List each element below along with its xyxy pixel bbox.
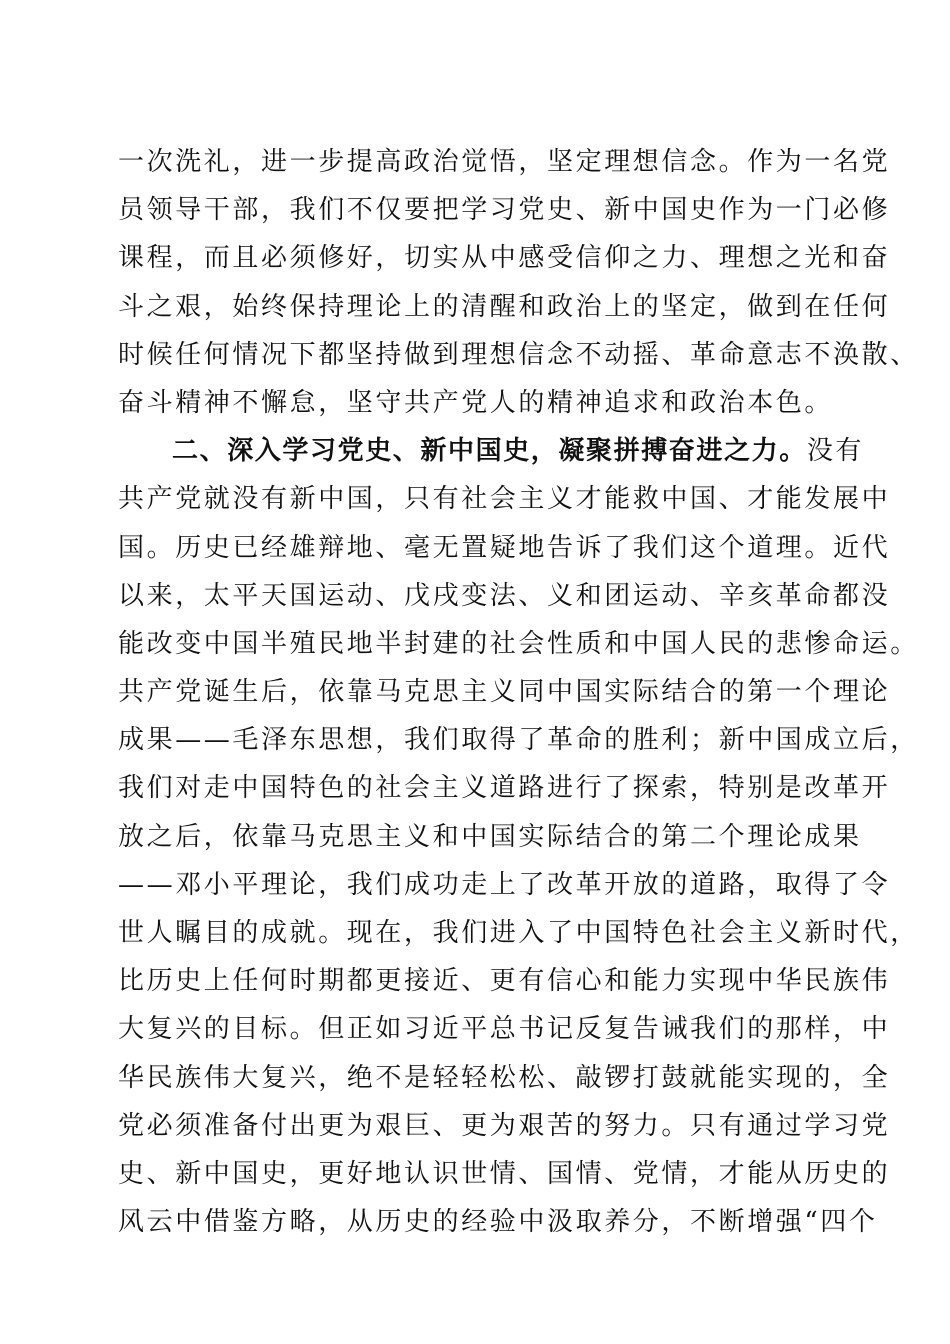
- body-line: 放之后，依靠马克思主义和中国实际结合的第二个理论成果: [118, 821, 862, 852]
- body-line: 能改变中国半殖民地半封建的社会性质和中国人民的悲惨命运。: [118, 628, 919, 659]
- body-line: 大复兴的目标。但正如习近平总书记反复告诫我们的那样，中: [118, 1014, 891, 1045]
- section-heading: 二、深入学习党史、新中国史，凝聚拼搏奋进之力。: [172, 436, 807, 467]
- body-line: 史、新中国史，更好地认识世情、国情、党情，才能从历史的: [118, 1158, 891, 1189]
- body-line: 我们对走中国特色的社会主义道路进行了探索，特别是改革开: [118, 773, 891, 804]
- body-line: 课程，而且必须修好，切实从中感受信仰之力、理想之光和奋: [118, 243, 891, 274]
- section-heading-line: [118, 427, 865, 475]
- heading-line-rest: 没有: [806, 436, 865, 467]
- body-line: 风云中借鉴方略，从历史的经验中汲取养分，不断增强“四个: [118, 1207, 878, 1238]
- body-line: 比历史上任何时期都更接近、更有信心和能力实现中华民族伟: [118, 966, 891, 997]
- body-line: 世人瞩目的成就。现在，我们进入了中国特色社会主义新时代，: [118, 918, 919, 948]
- body-line: 华民族伟大复兴，绝不是轻轻松松、敲锣打鼓就能实现的，全: [118, 1062, 891, 1093]
- document-body: [118, 138, 919, 1246]
- body-line: 时候任何情况下都坚持做到理想信念不动摇、革命意志不涣散、: [118, 339, 919, 370]
- body-line: 共产党诞生后，依靠马克思主义同中国实际结合的第一个理论: [118, 677, 891, 708]
- body-line: 党必须准备付出更为艰巨、更为艰苦的努力。只有通过学习党: [118, 1110, 891, 1141]
- body-line: 斗之艰，始终保持理论上的清醒和政治上的坚定，做到在任何: [118, 291, 891, 322]
- body-line: ——邓小平理论，我们成功走上了改革开放的道路，取得了令: [118, 869, 891, 900]
- body-line: 国。历史已经雄辩地、毫无置疑地告诉了我们这个道理。近代: [118, 532, 891, 563]
- body-line: 共产党就没有新中国，只有社会主义才能救中国、才能发展中: [118, 484, 891, 515]
- body-line: 一次洗礼，进一步提高政治觉悟，坚定理想信念。作为一名党: [118, 147, 891, 177]
- body-line: 奋斗精神不懈怠，坚守共产党人的精神追求和政治本色。: [118, 387, 834, 418]
- body-line: 员领导干部，我们不仅要把学习党史、新中国史作为一门必修: [118, 195, 891, 226]
- body-line: 成果——毛泽东思想，我们取得了革命的胜利；新中国成立后，: [118, 725, 919, 756]
- body-line: 以来，太平天国运动、戊戌变法、义和团运动、辛亥革命都没: [118, 580, 891, 611]
